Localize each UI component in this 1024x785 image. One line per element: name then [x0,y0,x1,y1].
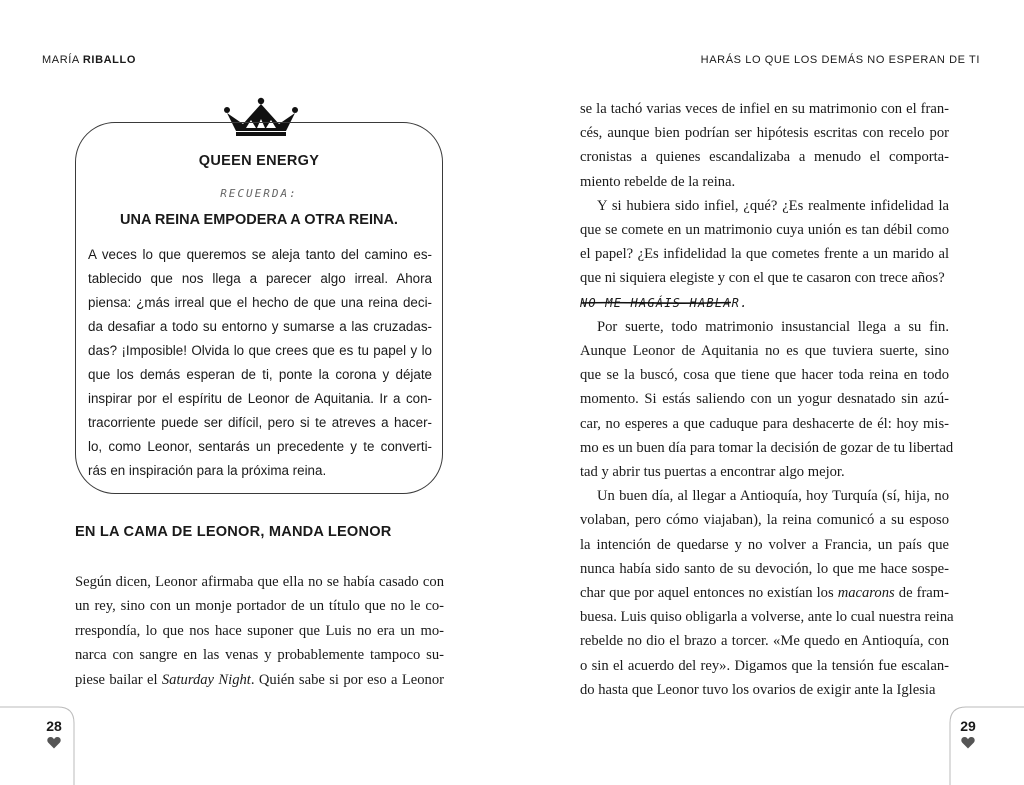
page-corner-right [944,705,1024,785]
callout-line: tracorriente puede ser difícil, pero si te atreves a hacer- [88,415,432,430]
body-line: Según dicen, Leonor afirmaba que ella no se había casado con [75,574,444,590]
text-run: . Quién sabe si por eso a Leonor [250,671,444,688]
page-corner-left [0,705,80,785]
author-last-name: RIBALLO [82,54,136,66]
callout-line: tablecido que nos llega a parecer algo irreal. Ahora [88,271,432,286]
callout-line: A veces lo que queremos se aleja tanto del camino es- [88,247,432,262]
body-line: Aunque Leonor de Aquitania no es que tuviera suerte, sino [580,343,949,360]
body-line: que se la buscó, cosa que tiene que hacer toda reina en todo [580,367,949,384]
page-number-right: 29 [960,718,976,734]
body-line: momento. Si estás saliendo con un yogur desnatado sin azú- [580,391,949,408]
left-body-text [75,570,444,692]
callout-line: rás en inspiración para la próxima reina. [88,463,327,478]
page-number-left: 28 [46,718,62,734]
text-run: piese bailar el [75,671,162,688]
body-line: mo es un buen día para tomar la decisión de gozar de tu libertad [580,439,954,456]
heart-icon [47,736,61,749]
callout-line: lo, como Leonor, sentarás un precedente y te converti- [88,439,432,454]
body-line: que ni siquiera elegiste y con el que te casaron con trece años? [580,270,945,287]
text-run: char que por aquel entonces no existían los [580,585,838,602]
callout-subtitle: UNA REINA EMPODERA A OTRA REINA. [120,212,398,228]
body-line: narca con sangre en las venas y probablemente tampoco su- [75,647,444,664]
right-body-text [580,97,954,702]
body-line: el papel? ¿Es infidelidad la que cometes frente a un marido al [580,246,949,263]
body-line: car, no esperes a que caduque para deshacerte de él: hoy mis- [580,415,949,432]
body-line: Por suerte, todo matrimonio insustancial llega a su fin. [597,318,949,335]
heart-icon [961,736,975,749]
body-line: o sin el acuerdo del rey». Digamos que la tensión fue escalan- [580,657,949,674]
italic-title: macarons [837,585,895,602]
queen-energy-callout [75,122,443,494]
body-line: buesa. Luis quiso obligarla a volverse, ante lo cual nuestra reina [580,609,954,626]
callout-line: das? ¡Imposible! Olvida lo que crees que es tu papel y lo [88,343,432,358]
text-run: de fram- [894,585,949,602]
callout-line: piensa: ¿más irreal que el hecho de que una reina deci- [88,295,432,310]
callout-title: QUEEN ENERGY [198,153,320,169]
italic-title: Saturday Night [161,671,251,688]
author-first-name: MARÍA [42,54,80,66]
body-line: se la tachó varias veces de infiel en su matrimonio con el fran- [580,101,949,117]
body-line: volaban, pero cómo viajaban), la reina comunicó a su esposo [580,512,949,529]
body-line: la intención de quedarse y no volver a Francia, un país que [580,536,949,553]
running-header-author [42,54,136,66]
body-line: un rey, sino con un monje portador de un título que no le co- [75,598,444,615]
body-line: cés, aunque bien podrían ser hipótesis escritas con recelo por [580,125,949,142]
body-line: Un buen día, al llegar a Antioquía, hoy Turquía (sí, hija, no [597,488,949,505]
body-line: cronistas a quienes escandalizaba a menudo el comporta- [580,149,949,166]
handwritten-underline [580,300,732,306]
handwritten-note: NO ME HAGÁIS HABLAR. [580,295,749,310]
body-line [580,581,949,605]
body-line: Y si hubiera sido infiel, ¿qué? ¿Es realmente infidelidad la [597,197,949,214]
section-heading: EN LA CAMA DE LEONOR, MANDA LEONOR [75,524,392,540]
body-line: rebelde no dio el brazo a torcer. «Me quedo en Antioquía, con [580,633,949,650]
callout-line: da desafiar a todo su entorno y sumarse a las cruzadas- [88,319,432,334]
callout-remember: RECUERDA: [220,187,298,200]
body-line: nunca había sido santo de su devoción, lo que me hace sospe- [580,560,949,577]
body-line [75,668,444,692]
body-line: miento rebelde de la reina. [580,173,736,190]
callout-body [88,243,432,483]
running-header-title: HARÁS LO QUE LOS DEMÁS NO ESPERAN DE TI [700,54,980,66]
body-line: do hasta que Leonor tuvo los ovarios de exigir ante la Iglesia [580,681,936,698]
body-line: rrespondía, lo que nos hace suponer que Luis no era un mo- [75,622,444,639]
body-line: que se comete en un matrimonio cuya unión es tan débil como [580,222,949,239]
body-line: tad y abrir tus puertas a encontrar algo mejor. [580,464,845,481]
callout-line: que los demás esperan de ti, ponte la corona y déjate [88,367,432,382]
callout-line: inspirar por el espíritu de Leonor de Aquitania. Ir a con- [88,391,432,406]
